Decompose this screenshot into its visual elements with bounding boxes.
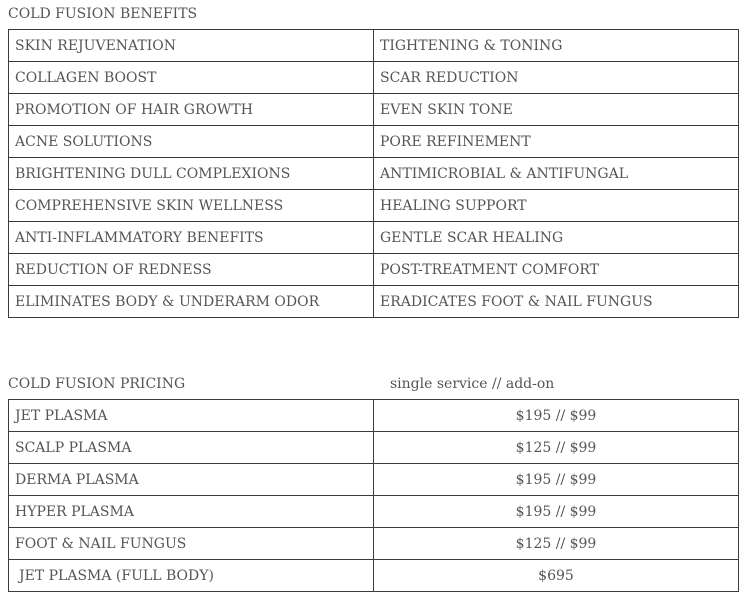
table-row xyxy=(9,190,739,222)
benefit-cell: COMPREHENSIVE SKIN WELLNESS xyxy=(9,190,374,222)
benefit-cell: BRIGHTENING DULL COMPLEXIONS xyxy=(9,158,374,190)
service-price: $195 // $99 xyxy=(374,496,739,528)
benefit-cell: EVEN SKIN TONE xyxy=(374,94,739,126)
table-row xyxy=(9,222,739,254)
service-name: FOOT & NAIL FUNGUS xyxy=(9,528,374,560)
table-row xyxy=(9,62,739,94)
pricing-title: COLD FUSION PRICING xyxy=(8,376,186,392)
benefit-cell: PROMOTION OF HAIR GROWTH xyxy=(9,94,374,126)
table-row xyxy=(9,94,739,126)
table-row xyxy=(9,464,739,496)
table-row xyxy=(9,286,739,318)
benefit-cell: PORE REFINEMENT xyxy=(374,126,739,158)
benefit-cell: GENTLE SCAR HEALING xyxy=(374,222,739,254)
table-row xyxy=(9,254,739,286)
benefit-cell: SKIN REJUVENATION xyxy=(9,30,374,62)
benefit-cell: HEALING SUPPORT xyxy=(374,190,739,222)
benefit-cell: COLLAGEN BOOST xyxy=(9,62,374,94)
service-price: $195 // $99 xyxy=(374,400,739,432)
table-row xyxy=(9,126,739,158)
benefit-cell: ANTI-INFLAMMATORY BENEFITS xyxy=(9,222,374,254)
service-price: $195 // $99 xyxy=(374,464,739,496)
table-row xyxy=(9,432,739,464)
service-price: $695 xyxy=(374,560,739,592)
benefit-cell: SCAR REDUCTION xyxy=(374,62,739,94)
pricing-column-note: single service // add-on xyxy=(390,376,555,392)
table-row xyxy=(9,560,739,592)
service-name: JET PLASMA (FULL BODY) xyxy=(9,560,374,592)
benefit-cell: ACNE SOLUTIONS xyxy=(9,126,374,158)
benefit-cell: ANTIMICROBIAL & ANTIFUNGAL xyxy=(374,158,739,190)
benefit-cell: ERADICATES FOOT & NAIL FUNGUS xyxy=(374,286,739,318)
benefits-table xyxy=(8,29,739,318)
table-row xyxy=(9,528,739,560)
service-price: $125 // $99 xyxy=(374,528,739,560)
table-row xyxy=(9,158,739,190)
service-name: HYPER PLASMA xyxy=(9,496,374,528)
pricing-table xyxy=(8,399,739,592)
service-name: DERMA PLASMA xyxy=(9,464,374,496)
benefit-cell: ELIMINATES BODY & UNDERARM ODOR xyxy=(9,286,374,318)
table-row xyxy=(9,400,739,432)
table-row xyxy=(9,30,739,62)
service-name: JET PLASMA xyxy=(9,400,374,432)
service-name: SCALP PLASMA xyxy=(9,432,374,464)
table-row xyxy=(9,496,739,528)
service-price: $125 // $99 xyxy=(374,432,739,464)
benefit-cell: TIGHTENING & TONING xyxy=(374,30,739,62)
benefits-title: COLD FUSION BENEFITS xyxy=(8,6,198,22)
benefit-cell: REDUCTION OF REDNESS xyxy=(9,254,374,286)
benefit-cell: POST-TREATMENT COMFORT xyxy=(374,254,739,286)
